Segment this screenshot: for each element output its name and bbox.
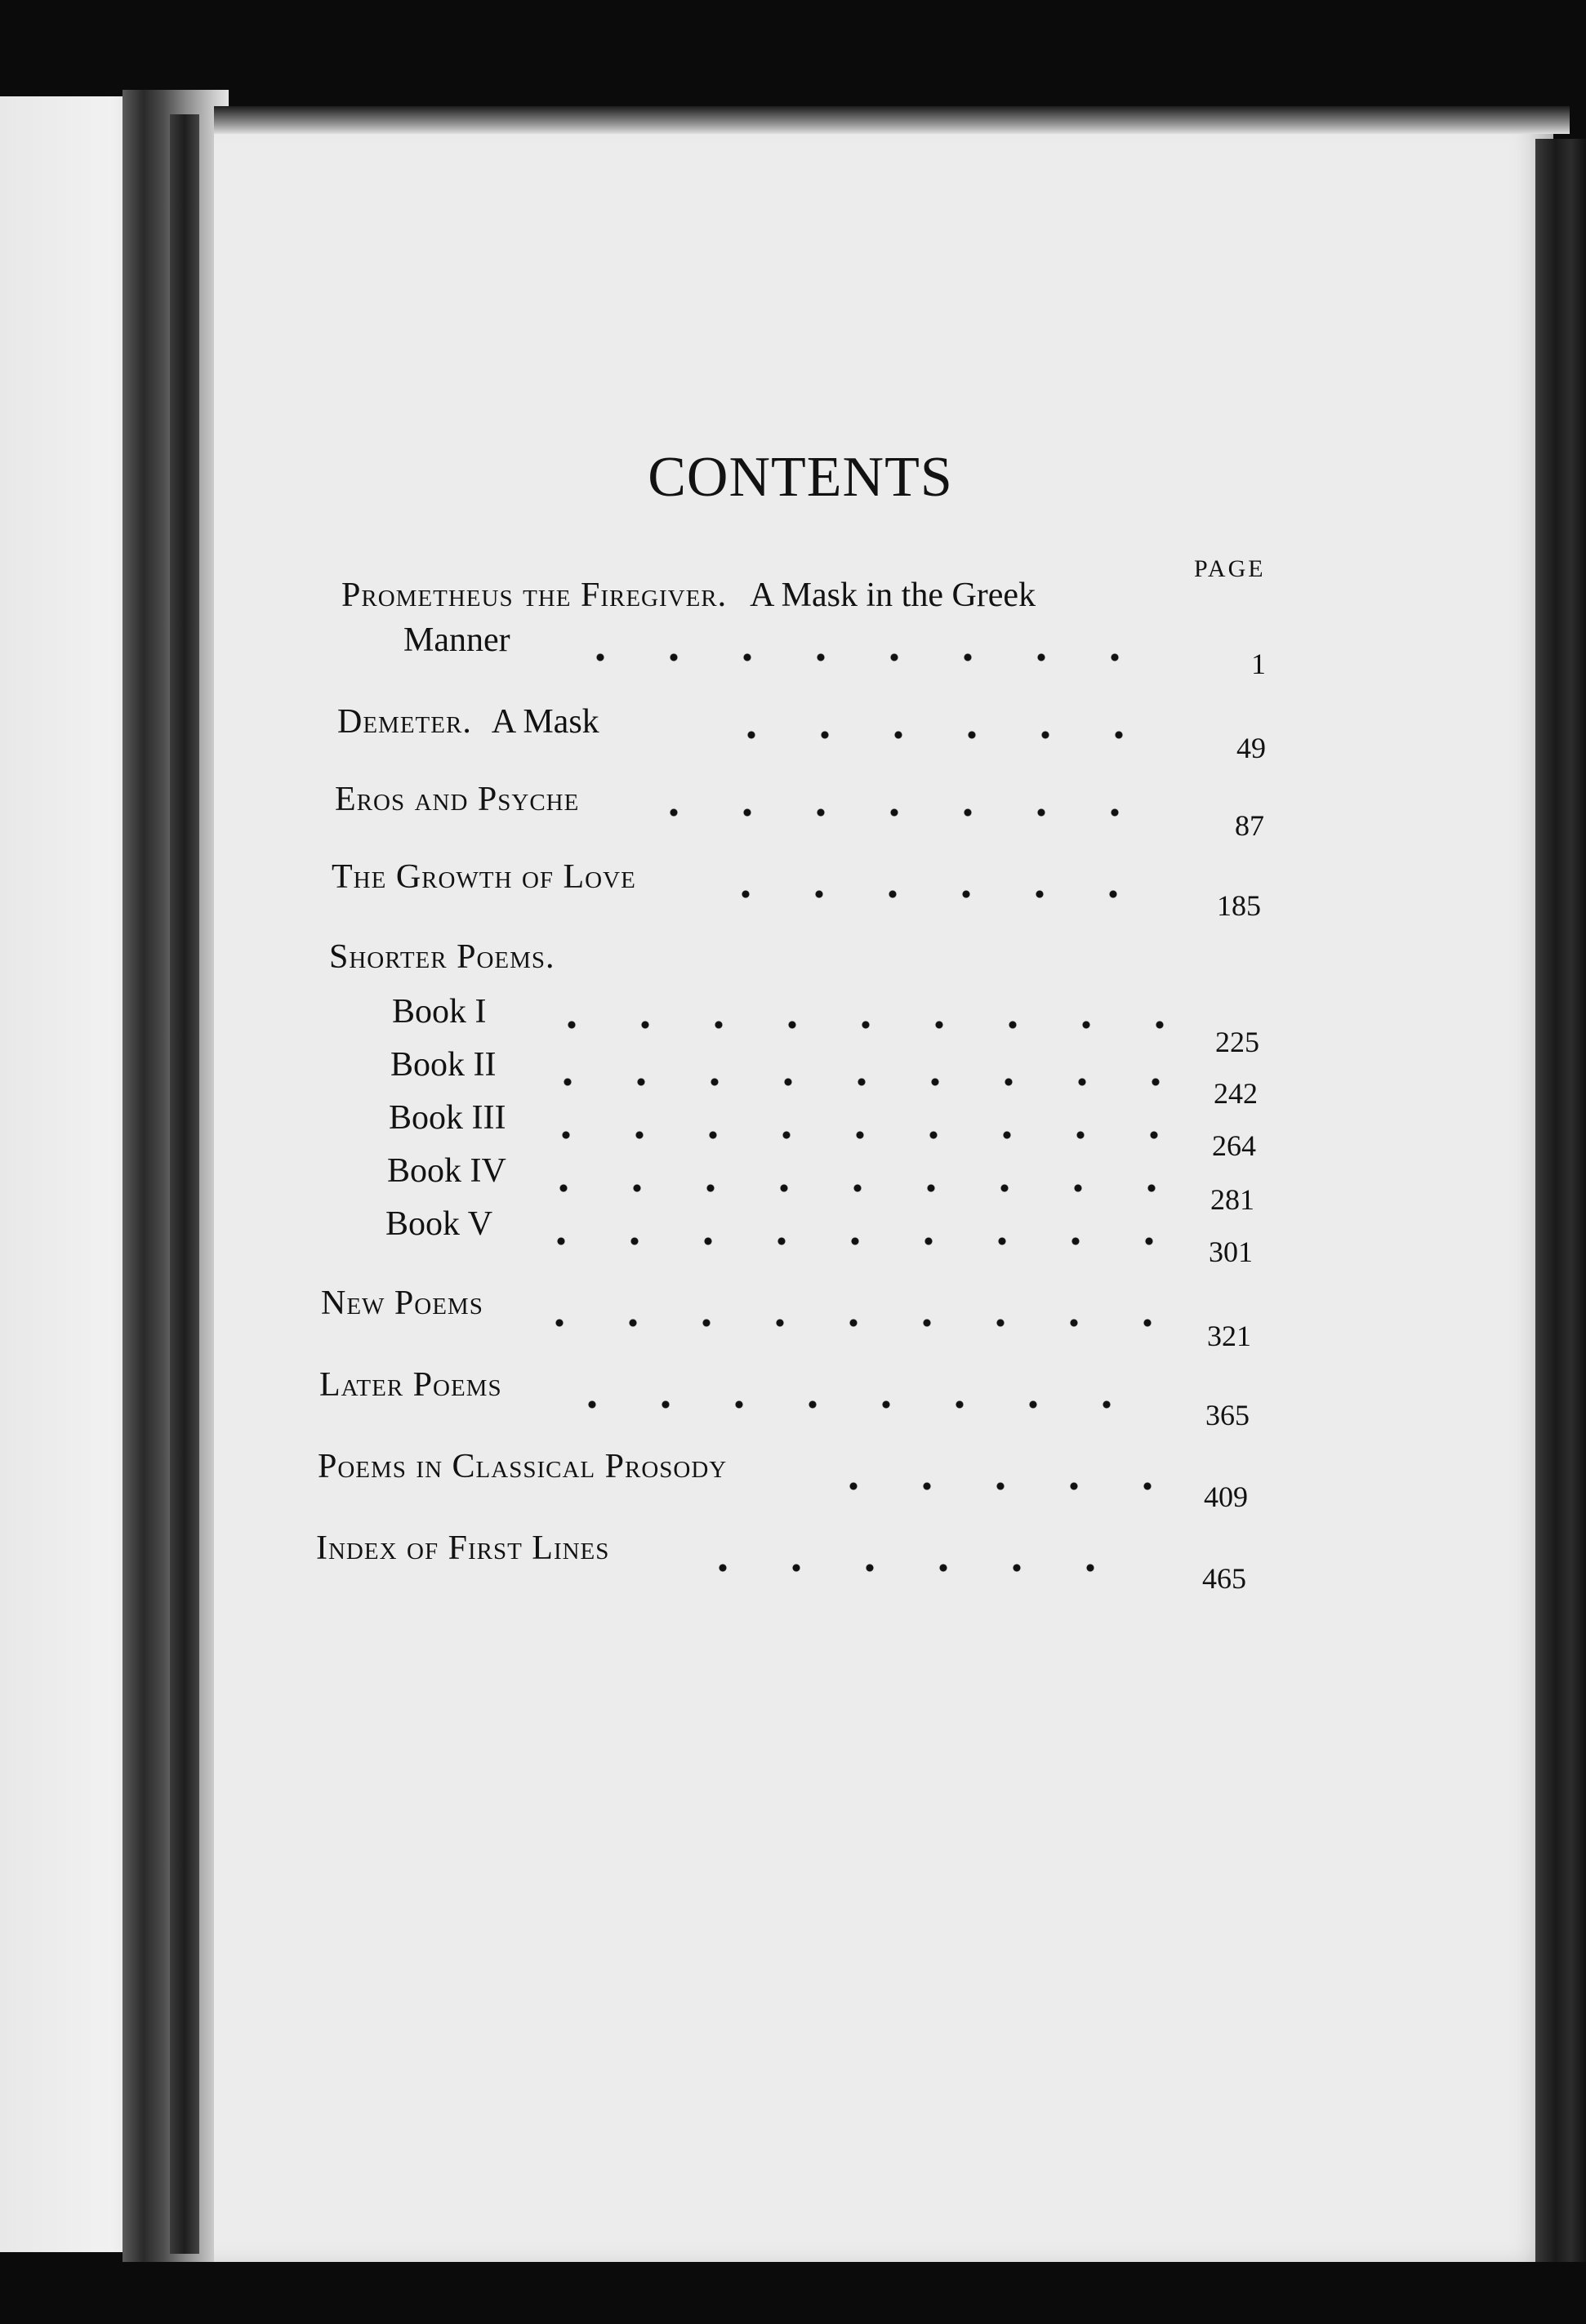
leader-dots	[531, 1078, 1168, 1086]
leader-dots	[817, 1482, 1160, 1490]
toc-entry-book-ii[interactable]	[390, 1045, 497, 1084]
toc-page-number: 301	[1209, 1235, 1253, 1268]
toc-entry-subtitle: A Mask	[491, 703, 599, 741]
toc-page-number: 465	[1202, 1562, 1246, 1595]
toc-page-number: 1	[1251, 648, 1266, 680]
leader-dots	[529, 1131, 1166, 1139]
page-title: CONTENTS	[648, 446, 953, 509]
leader-dots	[715, 731, 1180, 739]
leader-dots	[564, 653, 1184, 661]
toc-page-number: 321	[1207, 1320, 1251, 1352]
leader-dots	[709, 890, 1174, 898]
toc-section-shorter-poems[interactable]	[329, 937, 555, 977]
toc-entry-index-of-first-lines[interactable]	[316, 1529, 609, 1568]
toc-entry-growth-of-love[interactable]	[332, 857, 636, 897]
toc-entry-prometheus[interactable]	[341, 576, 1036, 615]
toc-entry-book-i[interactable]	[392, 992, 487, 1031]
leader-dots	[535, 1021, 1172, 1029]
toc-entry-title: Book I	[392, 993, 487, 1031]
toc-entry-eros-and-psyche[interactable]	[335, 780, 579, 819]
toc-page-number: 242	[1214, 1077, 1258, 1110]
toc-entry-book-iv[interactable]	[387, 1151, 506, 1191]
leader-dots	[555, 1400, 1160, 1409]
toc-entry-title: The Growth of Love	[332, 858, 636, 896]
page-column-heading: PAGE	[1194, 555, 1266, 582]
leader-dots	[527, 1184, 1164, 1192]
toc-entry-later-poems[interactable]	[319, 1365, 502, 1405]
toc-entry-new-poems[interactable]	[321, 1284, 483, 1323]
leader-dots	[686, 1564, 1160, 1572]
toc-page-number: 185	[1217, 889, 1261, 922]
toc-entry-demeter[interactable]	[337, 702, 599, 741]
toc-entry-continuation: Manner	[403, 621, 510, 659]
toc-entry-title: New Poems	[321, 1284, 483, 1322]
toc-entry-title: Prometheus the Firegiver.	[341, 577, 728, 614]
toc-entry-book-iii[interactable]	[389, 1098, 506, 1138]
leader-dots	[523, 1319, 1160, 1327]
leader-dots	[637, 808, 1176, 817]
toc-entry-title: Later Poems	[319, 1366, 502, 1404]
toc-entry-book-v[interactable]	[385, 1204, 492, 1244]
toc-entry-title: Book V	[385, 1205, 493, 1243]
toc-page-number: 365	[1205, 1399, 1250, 1431]
toc-page-number: 264	[1212, 1129, 1256, 1162]
toc-entry-title: Demeter.	[337, 703, 472, 741]
toc-entry-title: Eros and Psyche	[335, 781, 580, 818]
toc-page-number: 409	[1204, 1480, 1248, 1513]
toc-entry-title: Book II	[390, 1046, 497, 1084]
toc-entry-classical-prosody[interactable]	[318, 1447, 727, 1486]
toc-page-number: 281	[1210, 1183, 1254, 1216]
toc-page-number: 225	[1215, 1026, 1259, 1058]
leader-dots	[524, 1237, 1161, 1245]
toc-entry-title: Poems in Classical Prosody	[318, 1448, 728, 1485]
toc-entry-subtitle: A Mask in the Greek	[750, 577, 1036, 614]
toc-entry-title: Index of First Lines	[316, 1529, 610, 1567]
toc-page-number: 49	[1236, 732, 1266, 764]
toc-entry-title: Book III	[389, 1099, 506, 1137]
toc-entry-title: Book IV	[387, 1152, 506, 1190]
toc-entry-title: Shorter Poems.	[329, 938, 555, 976]
toc-page-number: 87	[1235, 809, 1264, 842]
